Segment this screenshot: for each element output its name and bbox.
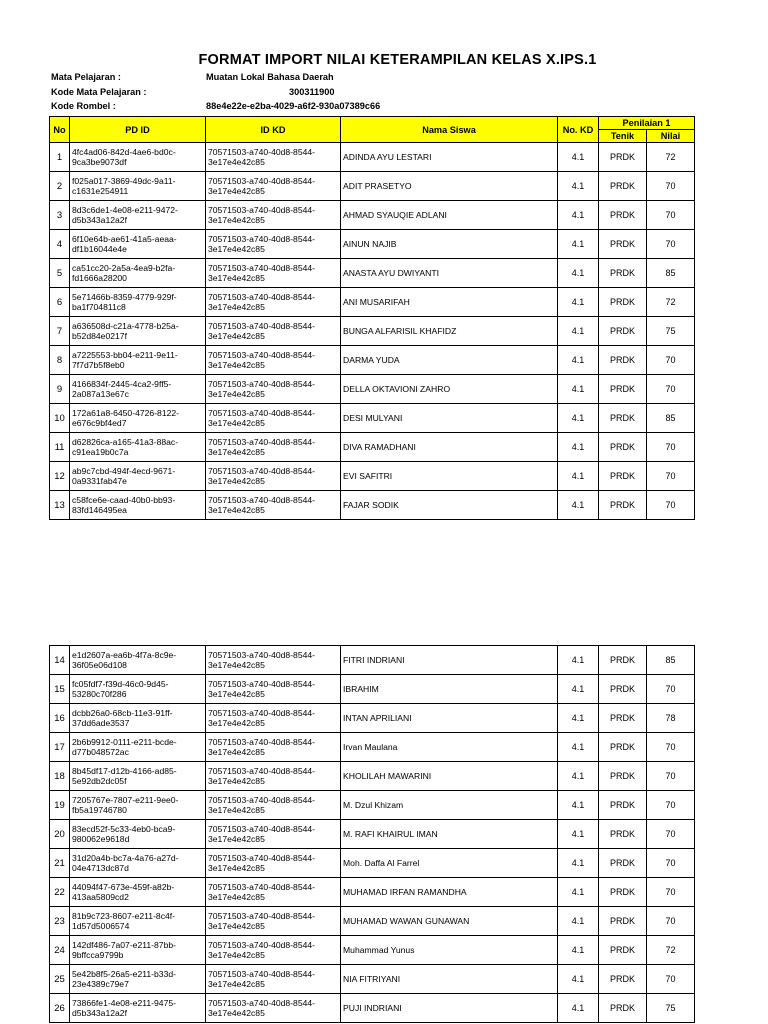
row-no: 5: [50, 259, 70, 288]
pd-id-cell: 5e42b8f5-26a5-e211-b33d- 23e4389c79e7: [70, 965, 206, 994]
row-no: 21: [50, 849, 70, 878]
no-kd-cell: 4.1: [558, 965, 599, 994]
nama-siswa-cell: FAJAR SODIK: [341, 491, 558, 520]
nilai-cell: 75: [647, 994, 695, 1023]
table-row: [50, 375, 695, 404]
grades-table-page-1: [49, 116, 695, 520]
teknik-cell: PRDK: [599, 878, 647, 907]
row-no: 6: [50, 288, 70, 317]
nama-siswa-cell: INTAN APRILIANI: [341, 704, 558, 733]
nama-siswa-cell: ADINDA AYU LESTARI: [341, 143, 558, 172]
row-no: 23: [50, 907, 70, 936]
id-kd-cell: 70571503-a740-40d8-8544- 3e17e4e42c85: [206, 820, 341, 849]
no-kd-cell: 4.1: [558, 907, 599, 936]
teknik-cell: PRDK: [599, 762, 647, 791]
kode-mapel-value: 300311900: [289, 87, 335, 97]
no-kd-cell: 4.1: [558, 675, 599, 704]
teknik-cell: PRDK: [599, 346, 647, 375]
no-kd-cell: 4.1: [558, 994, 599, 1023]
nama-siswa-cell: ADIT PRASETYO: [341, 172, 558, 201]
row-no: 4: [50, 230, 70, 259]
pd-id-cell: fc05fdf7-f39d-46c0-9d45- 53280c70f286: [70, 675, 206, 704]
pd-id-cell: c58fce6e-caad-40b0-bb93- 83fd146495ea: [70, 491, 206, 520]
id-kd-cell: 70571503-a740-40d8-8544- 3e17e4e42c85: [206, 936, 341, 965]
pd-id-cell: 2b6b9912-0111-e211-bcde- d77b048572ac: [70, 733, 206, 762]
pd-id-cell: 31d20a4b-bc7a-4a76-a27d- 04e4713dc87d: [70, 849, 206, 878]
table-row: [50, 433, 695, 462]
grades-table-page-2: [49, 645, 695, 1023]
no-kd-cell: 4.1: [558, 143, 599, 172]
id-kd-cell: 70571503-a740-40d8-8544- 3e17e4e42c85: [206, 878, 341, 907]
table-row: [50, 172, 695, 201]
pd-id-cell: d62826ca-a165-41a3-88ac- c91ea19b0c7a: [70, 433, 206, 462]
nama-siswa-cell: DELLA OKTAVIONI ZAHRO: [341, 375, 558, 404]
teknik-cell: PRDK: [599, 201, 647, 230]
row-no: 10: [50, 404, 70, 433]
table-row: [50, 317, 695, 346]
id-kd-cell: 70571503-a740-40d8-8544- 3e17e4e42c85: [206, 143, 341, 172]
row-no: 24: [50, 936, 70, 965]
row-no: 17: [50, 733, 70, 762]
row-no: 11: [50, 433, 70, 462]
nama-siswa-cell: MUHAMAD WAWAN GUNAWAN: [341, 907, 558, 936]
table-row: [50, 704, 695, 733]
id-kd-cell: 70571503-a740-40d8-8544- 3e17e4e42c85: [206, 791, 341, 820]
id-kd-cell: 70571503-a740-40d8-8544- 3e17e4e42c85: [206, 201, 341, 230]
row-no: 25: [50, 965, 70, 994]
nilai-cell: 70: [647, 878, 695, 907]
teknik-cell: PRDK: [599, 791, 647, 820]
pd-id-cell: ca51cc20-2a5a-4ea9-b2fa- fd1666a28200: [70, 259, 206, 288]
id-kd-cell: 70571503-a740-40d8-8544- 3e17e4e42c85: [206, 733, 341, 762]
teknik-cell: PRDK: [599, 820, 647, 849]
table-row: [50, 259, 695, 288]
table-row: [50, 346, 695, 375]
pd-id-cell: 5e71466b-8359-4779-929f- ba1f704811c8: [70, 288, 206, 317]
id-kd-cell: 70571503-a740-40d8-8544- 3e17e4e42c85: [206, 491, 341, 520]
nilai-cell: 72: [647, 143, 695, 172]
id-kd-cell: 70571503-a740-40d8-8544- 3e17e4e42c85: [206, 288, 341, 317]
teknik-cell: PRDK: [599, 143, 647, 172]
pd-id-cell: 4fc4ad06-842d-4ae6-bd0c- 9ca3be9073df: [70, 143, 206, 172]
table-row: [50, 965, 695, 994]
nama-siswa-cell: Irvan Maulana: [341, 733, 558, 762]
teknik-cell: PRDK: [599, 317, 647, 346]
teknik-cell: PRDK: [599, 907, 647, 936]
pd-id-cell: f025a017-3869-49dc-9a11- c1631e254911: [70, 172, 206, 201]
document-title: FORMAT IMPORT NILAI KETERAMPILAN KELAS X.IPS.1: [198, 52, 597, 68]
nilai-cell: 70: [647, 172, 695, 201]
table-row: [50, 791, 695, 820]
table-row: [50, 288, 695, 317]
no-kd-cell: 4.1: [558, 259, 599, 288]
table-row: [50, 878, 695, 907]
rombel-label: Kode Rombel :: [51, 101, 116, 111]
pd-id-cell: 44094f47-673e-459f-a82b- 413aa5809cd2: [70, 878, 206, 907]
table-row: [50, 820, 695, 849]
no-kd-cell: 4.1: [558, 433, 599, 462]
no-kd-cell: 4.1: [558, 346, 599, 375]
nilai-cell: 70: [647, 346, 695, 375]
header-no-kd: No. KD: [558, 117, 599, 143]
pd-id-cell: 4166834f-2445-4ca2-9ff5- 2a087a13e67c: [70, 375, 206, 404]
nama-siswa-cell: KHOLILAH MAWARINI: [341, 762, 558, 791]
teknik-cell: PRDK: [599, 230, 647, 259]
nama-siswa-cell: Muhammad Yunus: [341, 936, 558, 965]
id-kd-cell: 70571503-a740-40d8-8544- 3e17e4e42c85: [206, 259, 341, 288]
table-row: [50, 994, 695, 1023]
nama-siswa-cell: BUNGA ALFARISIL KHAFIDZ: [341, 317, 558, 346]
row-no: 14: [50, 646, 70, 675]
teknik-cell: PRDK: [599, 404, 647, 433]
table-row: [50, 907, 695, 936]
nilai-cell: 70: [647, 230, 695, 259]
pd-id-cell: 8d3c6de1-4e08-e211-9472- d5b343a12a2f: [70, 201, 206, 230]
header-pd-id: PD ID: [70, 117, 206, 143]
nilai-cell: 70: [647, 433, 695, 462]
teknik-cell: PRDK: [599, 288, 647, 317]
table-row: [50, 230, 695, 259]
table-row: [50, 201, 695, 230]
no-kd-cell: 4.1: [558, 201, 599, 230]
pd-id-cell: 8b45df17-d12b-4166-ad85- 5e92db2dc05f: [70, 762, 206, 791]
pd-id-cell: dcbb26a0-68cb-11e3-91ff- 37dd6ade3537: [70, 704, 206, 733]
pd-id-cell: a636508d-c21a-4778-b25a- b52d84e0217f: [70, 317, 206, 346]
nama-siswa-cell: Moh. Daffa Al Farrel: [341, 849, 558, 878]
kode-mapel-label: Kode Mata Pelajaran :: [51, 87, 147, 97]
rombel-value: 88e4e22e-e2ba-4029-a6f2-930a07389c66: [206, 101, 381, 111]
row-no: 9: [50, 375, 70, 404]
nilai-cell: 72: [647, 288, 695, 317]
no-kd-cell: 4.1: [558, 646, 599, 675]
nilai-cell: 70: [647, 820, 695, 849]
nilai-cell: 70: [647, 733, 695, 762]
id-kd-cell: 70571503-a740-40d8-8544- 3e17e4e42c85: [206, 404, 341, 433]
nilai-cell: 70: [647, 375, 695, 404]
nama-siswa-cell: AHMAD SYAUQIE ADLANI: [341, 201, 558, 230]
id-kd-cell: 70571503-a740-40d8-8544- 3e17e4e42c85: [206, 375, 341, 404]
table-row: [50, 762, 695, 791]
no-kd-cell: 4.1: [558, 288, 599, 317]
table-row: [50, 646, 695, 675]
id-kd-cell: 70571503-a740-40d8-8544- 3e17e4e42c85: [206, 675, 341, 704]
header-penilaian: Penilaian 1: [599, 117, 695, 130]
header-nilai: Nilai: [647, 130, 695, 143]
nilai-cell: 70: [647, 762, 695, 791]
pd-id-cell: 172a61a8-6450-4726-8122- e676c9bf4ed7: [70, 404, 206, 433]
no-kd-cell: 4.1: [558, 849, 599, 878]
teknik-cell: PRDK: [599, 994, 647, 1023]
id-kd-cell: 70571503-a740-40d8-8544- 3e17e4e42c85: [206, 317, 341, 346]
nilai-cell: 70: [647, 675, 695, 704]
nilai-cell: 70: [647, 201, 695, 230]
header-nama-siswa: Nama Siswa: [341, 117, 558, 143]
no-kd-cell: 4.1: [558, 733, 599, 762]
table-row: [50, 675, 695, 704]
nilai-cell: 70: [647, 791, 695, 820]
no-kd-cell: 4.1: [558, 936, 599, 965]
id-kd-cell: 70571503-a740-40d8-8544- 3e17e4e42c85: [206, 849, 341, 878]
pd-id-cell: 73866fe1-4e08-e211-9475- d5b343a12a2f: [70, 994, 206, 1023]
row-no: 16: [50, 704, 70, 733]
pd-id-cell: a7225553-bb04-e211-9e11- 7f7d7b5f8eb0: [70, 346, 206, 375]
teknik-cell: PRDK: [599, 433, 647, 462]
no-kd-cell: 4.1: [558, 762, 599, 791]
id-kd-cell: 70571503-a740-40d8-8544- 3e17e4e42c85: [206, 762, 341, 791]
row-no: 15: [50, 675, 70, 704]
no-kd-cell: 4.1: [558, 820, 599, 849]
header-teknik: Tenik: [599, 130, 647, 143]
nilai-cell: 78: [647, 704, 695, 733]
nama-siswa-cell: IBRAHIM: [341, 675, 558, 704]
nama-siswa-cell: M. Dzul Khizam: [341, 791, 558, 820]
table-row: [50, 849, 695, 878]
row-no: 26: [50, 994, 70, 1023]
teknik-cell: PRDK: [599, 172, 647, 201]
teknik-cell: PRDK: [599, 849, 647, 878]
nilai-cell: 70: [647, 907, 695, 936]
nilai-cell: 70: [647, 849, 695, 878]
teknik-cell: PRDK: [599, 259, 647, 288]
no-kd-cell: 4.1: [558, 317, 599, 346]
row-no: 3: [50, 201, 70, 230]
pd-id-cell: ab9c7cbd-494f-4ecd-9671- 0a9331fab47e: [70, 462, 206, 491]
teknik-cell: PRDK: [599, 733, 647, 762]
pd-id-cell: 81b9c723-8607-e211-8c4f- 1d57d5006574: [70, 907, 206, 936]
row-no: 20: [50, 820, 70, 849]
id-kd-cell: 70571503-a740-40d8-8544- 3e17e4e42c85: [206, 433, 341, 462]
no-kd-cell: 4.1: [558, 172, 599, 201]
nama-siswa-cell: MUHAMAD IRFAN RAMANDHA: [341, 878, 558, 907]
id-kd-cell: 70571503-a740-40d8-8544- 3e17e4e42c85: [206, 172, 341, 201]
nama-siswa-cell: DARMA YUDA: [341, 346, 558, 375]
pd-id-cell: 7205767e-7807-e211-9ee0- fb5a19746780: [70, 791, 206, 820]
teknik-cell: PRDK: [599, 675, 647, 704]
teknik-cell: PRDK: [599, 965, 647, 994]
no-kd-cell: 4.1: [558, 791, 599, 820]
no-kd-cell: 4.1: [558, 491, 599, 520]
header-id-kd: ID KD: [206, 117, 341, 143]
nilai-cell: 70: [647, 462, 695, 491]
mapel-value: Muatan Lokal Bahasa Daerah: [206, 72, 334, 82]
nama-siswa-cell: FITRI INDRIANI: [341, 646, 558, 675]
id-kd-cell: 70571503-a740-40d8-8544- 3e17e4e42c85: [206, 907, 341, 936]
row-no: 18: [50, 762, 70, 791]
teknik-cell: PRDK: [599, 375, 647, 404]
nama-siswa-cell: AINUN NAJIB: [341, 230, 558, 259]
row-no: 7: [50, 317, 70, 346]
no-kd-cell: 4.1: [558, 878, 599, 907]
row-no: 12: [50, 462, 70, 491]
id-kd-cell: 70571503-a740-40d8-8544- 3e17e4e42c85: [206, 230, 341, 259]
pd-id-cell: 83ecd52f-5c33-4eb0-bca9- 980062e9618d: [70, 820, 206, 849]
row-no: 8: [50, 346, 70, 375]
row-no: 1: [50, 143, 70, 172]
nama-siswa-cell: DIVA RAMADHANI: [341, 433, 558, 462]
row-no: 19: [50, 791, 70, 820]
teknik-cell: PRDK: [599, 462, 647, 491]
nilai-cell: 85: [647, 404, 695, 433]
teknik-cell: PRDK: [599, 704, 647, 733]
nama-siswa-cell: PUJI INDRIANI: [341, 994, 558, 1023]
pd-id-cell: 142df486-7a07-e211-87bb- 9bffcca9799b: [70, 936, 206, 965]
table-row: [50, 733, 695, 762]
id-kd-cell: 70571503-a740-40d8-8544- 3e17e4e42c85: [206, 965, 341, 994]
pd-id-cell: 6f10e64b-ae61-41a5-aeaa- df1b16044e4e: [70, 230, 206, 259]
header-no: No: [50, 117, 70, 143]
nama-siswa-cell: NIA FITRIYANI: [341, 965, 558, 994]
id-kd-cell: 70571503-a740-40d8-8544- 3e17e4e42c85: [206, 704, 341, 733]
row-no: 13: [50, 491, 70, 520]
nama-siswa-cell: M. RAFI KHAIRUL IMAN: [341, 820, 558, 849]
table-row: [50, 404, 695, 433]
mapel-label: Mata Pelajaran :: [51, 72, 121, 82]
teknik-cell: PRDK: [599, 936, 647, 965]
no-kd-cell: 4.1: [558, 704, 599, 733]
pd-id-cell: e1d2607a-ea6b-4f7a-8c9e- 36f05e06d108: [70, 646, 206, 675]
nilai-cell: 70: [647, 965, 695, 994]
no-kd-cell: 4.1: [558, 404, 599, 433]
teknik-cell: PRDK: [599, 646, 647, 675]
table-row: [50, 462, 695, 491]
nilai-cell: 72: [647, 936, 695, 965]
row-no: 22: [50, 878, 70, 907]
id-kd-cell: 70571503-a740-40d8-8544- 3e17e4e42c85: [206, 994, 341, 1023]
no-kd-cell: 4.1: [558, 375, 599, 404]
id-kd-cell: 70571503-a740-40d8-8544- 3e17e4e42c85: [206, 462, 341, 491]
nama-siswa-cell: ANI MUSARIFAH: [341, 288, 558, 317]
row-no: 2: [50, 172, 70, 201]
id-kd-cell: 70571503-a740-40d8-8544- 3e17e4e42c85: [206, 646, 341, 675]
no-kd-cell: 4.1: [558, 230, 599, 259]
table-row: [50, 143, 695, 172]
nilai-cell: 70: [647, 491, 695, 520]
nama-siswa-cell: DESI MULYANI: [341, 404, 558, 433]
nilai-cell: 75: [647, 317, 695, 346]
no-kd-cell: 4.1: [558, 462, 599, 491]
nama-siswa-cell: ANASTA AYU DWIYANTI: [341, 259, 558, 288]
nilai-cell: 85: [647, 646, 695, 675]
teknik-cell: PRDK: [599, 491, 647, 520]
id-kd-cell: 70571503-a740-40d8-8544- 3e17e4e42c85: [206, 346, 341, 375]
nama-siswa-cell: EVI SAFITRI: [341, 462, 558, 491]
table-row: [50, 936, 695, 965]
nilai-cell: 85: [647, 259, 695, 288]
table-row: [50, 491, 695, 520]
